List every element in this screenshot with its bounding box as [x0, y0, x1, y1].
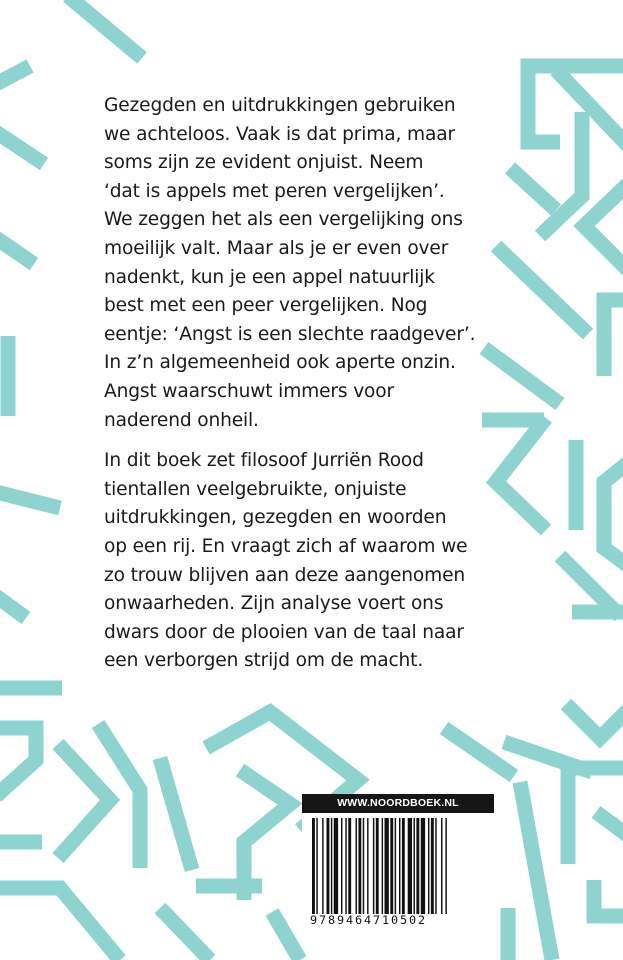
pattern-stroke	[444, 728, 514, 776]
barcode-bar	[348, 818, 351, 914]
pattern-stroke	[68, 0, 142, 58]
barcode-bar	[356, 818, 357, 914]
blurb-line: Gezegden en uitdrukkingen gebruiken	[104, 95, 456, 116]
pattern-stroke	[160, 908, 210, 960]
blurb-line: We zeggen het als een vergelijking ons	[104, 209, 463, 231]
pattern-stroke	[520, 782, 552, 960]
blurb-line: soms zijn ze evident onjuist. Neem	[104, 152, 424, 174]
pattern-stroke	[596, 812, 623, 840]
blurb-line: In dit boek zet filosoof Jurriën Rood	[104, 450, 424, 472]
blurb-line: In z’n algemeenheid ook aperte onzin.	[104, 352, 456, 374]
blurb-line: op een rij. En vraagt zich af waarom we	[104, 535, 468, 557]
blurb-line: nadenkt, kun je een appel natuurlijk	[104, 266, 435, 288]
barcode-bar	[416, 818, 419, 914]
blurb-paragraph-2	[104, 447, 544, 676]
barcode-bar	[382, 818, 383, 914]
barcode-bar	[414, 818, 415, 914]
pattern-stroke	[0, 888, 120, 960]
blurb-line: ‘dat is appels met peren vergelijken’.	[104, 180, 445, 202]
pattern-stroke	[160, 758, 192, 870]
blurb-line: moeilijk valt. Maar als je er even over	[104, 237, 449, 259]
pattern-stroke	[0, 492, 60, 508]
pattern-stroke	[0, 238, 34, 264]
isbn-number: 9789464710502	[310, 913, 428, 927]
blurb-line: best met een peer vergelijken. Nog	[104, 295, 428, 317]
barcode-bar	[385, 818, 389, 914]
barcode-bar	[408, 818, 412, 914]
barcode-bar	[376, 818, 379, 914]
barcode-bar	[345, 818, 346, 914]
blurb-line: we achteloos. Vaak is dat prima, maar	[104, 123, 455, 145]
pattern-stroke	[0, 132, 44, 164]
blurb-line: zo trouw blijven aan deze aangenomen	[104, 564, 466, 586]
barcode-bar	[435, 818, 436, 914]
barcode-bar	[441, 818, 442, 914]
isbn-barcode	[312, 818, 484, 914]
barcode-panel	[302, 794, 494, 928]
barcode-bar	[334, 818, 338, 914]
pattern-stroke	[0, 728, 36, 796]
barcode-bar	[331, 818, 332, 914]
barcode-bar	[399, 818, 400, 914]
blurb-line: onwaarheden. Zijn analyse voert ons	[104, 593, 444, 615]
pattern-stroke	[272, 912, 300, 960]
blurb-line: dwars door de plooien van de taal naar	[104, 621, 464, 643]
blurb-line: een verborgen strijd om de macht.	[104, 650, 424, 672]
publisher-url: WWW.NOORDBOEK.NL	[302, 794, 494, 813]
barcode-bar	[428, 818, 429, 914]
blurb-line: tientallen veelgebruikte, onjuiste	[104, 478, 407, 500]
barcode-bar	[363, 818, 364, 914]
barcode-bar	[402, 818, 405, 914]
barcode-bar	[390, 818, 393, 914]
barcode-bar	[367, 818, 368, 914]
barcode-bar	[312, 818, 315, 914]
blurb-line: uitdrukkingen, gezegden en woorden	[104, 507, 447, 529]
blurb-line: naderend onheil.	[104, 409, 259, 431]
barcode-bar	[341, 818, 342, 914]
pattern-stroke	[540, 112, 582, 236]
back-cover-blurb	[104, 92, 544, 676]
pattern-stroke	[604, 300, 623, 376]
pattern-stroke	[594, 880, 623, 916]
barcode-bar	[431, 818, 434, 914]
barcode-bar	[395, 818, 396, 914]
barcode-bar	[316, 818, 317, 914]
blurb-line: Angst waarschuwt immers voor	[104, 380, 394, 402]
pattern-stroke	[584, 178, 623, 276]
pattern-stroke	[0, 596, 26, 618]
pattern-stroke	[604, 458, 623, 570]
pattern-stroke	[58, 744, 110, 858]
barcode-bar	[421, 818, 425, 914]
blurb-line: eentje: ‘Angst is een slechte raadgever’.	[104, 323, 476, 345]
blurb-paragraph-1	[104, 92, 544, 435]
barcode-bar	[358, 818, 361, 914]
pattern-stroke	[0, 66, 30, 84]
pattern-stroke	[566, 704, 623, 738]
barcode-bar	[445, 818, 446, 914]
barcode-bar	[373, 818, 374, 914]
barcode-bar	[322, 818, 323, 914]
barcode-bar	[327, 818, 330, 914]
